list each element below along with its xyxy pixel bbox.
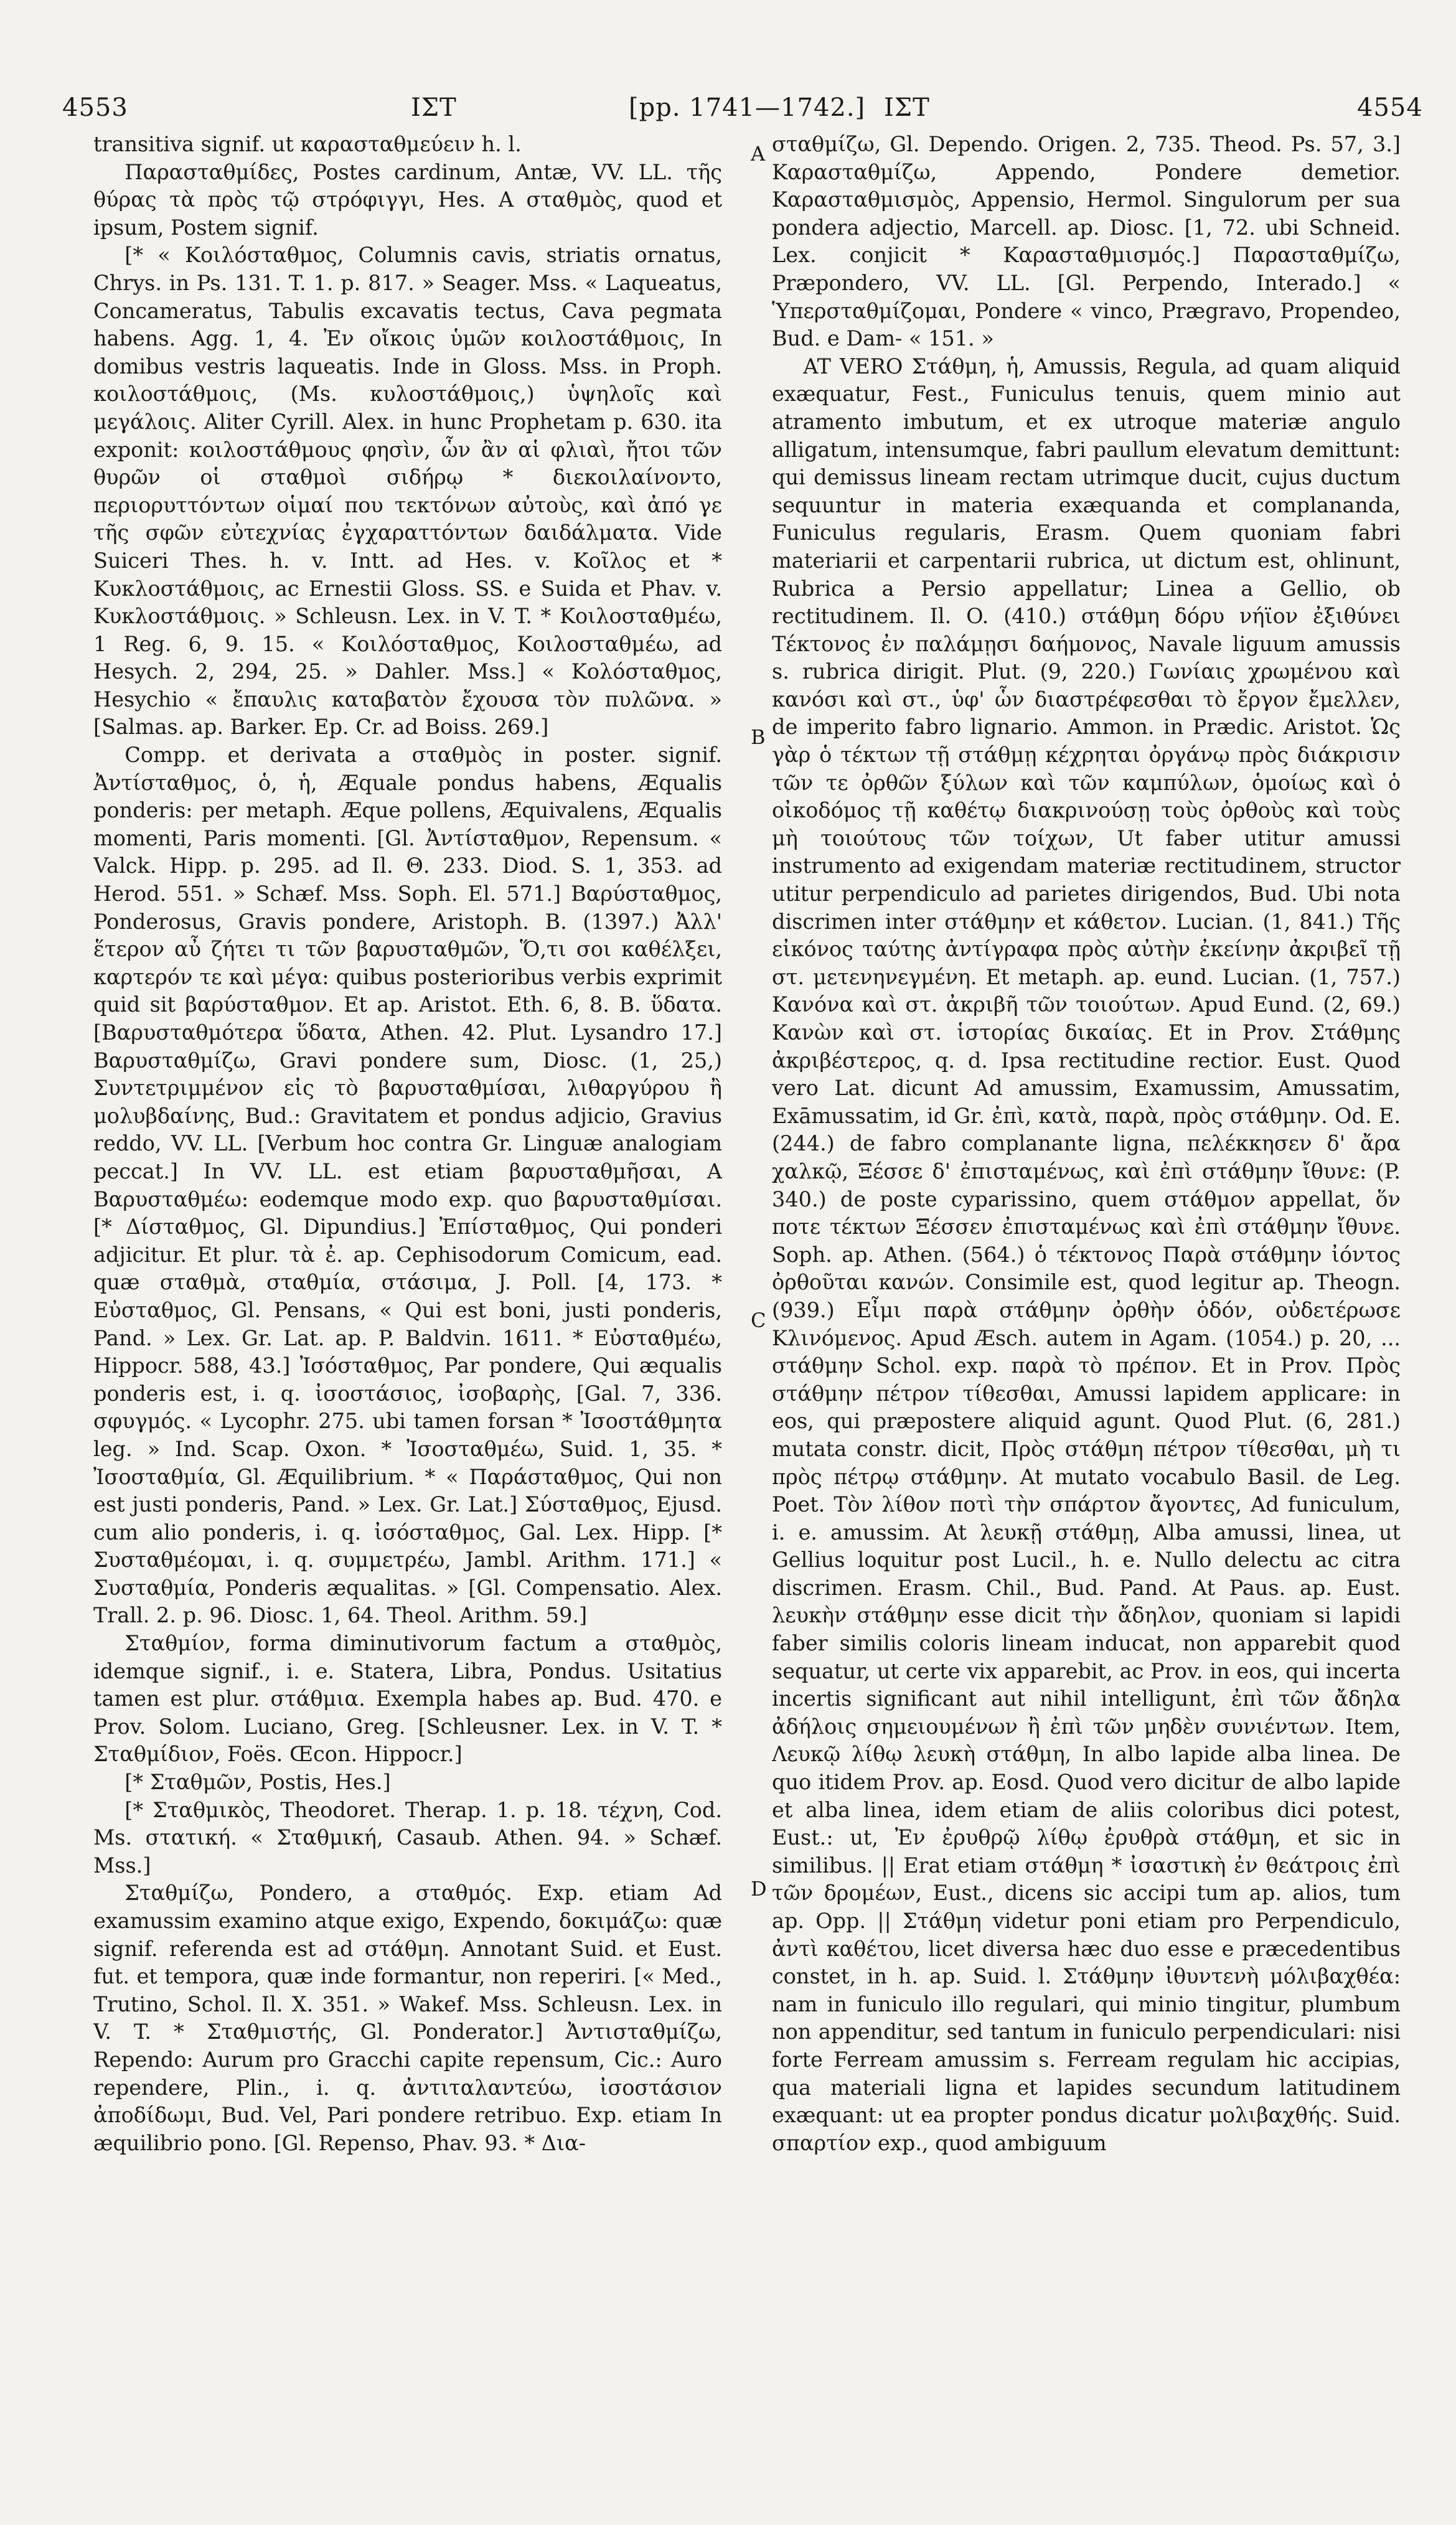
entry-paragraph: Σταθμίζω, Pondero, a σταθμός. Exp. etiam Ad examussim examino atque exigo, Expendo, δοκιμάζω: quæ signif. referenda est ad στάθμη. Annotant Suid. et Eust. fut. et tempora, quæ inde formantur, non reperiri. [« Med., Trutino, Schol. Il. X. 351. » Wakef. Mss. Schleusn. Lex. in V. T. * Σταθμιστής, Gl. Ponderator.] Ἀντισταθμίζω, Rependo: Aurum pro Gracchi capite repensum, Cic.: Auro rependere, Plin., i. q. ἀντιταλαντεύω, ἰσοστάσιον ἀποδίδωμι, Bud. Vel, Pari pondere retribuo. Exp. etiam In æquilibrio pono. [Gl. Repenso, Phav. 93. * Δια- bbox=[93, 1881, 722, 2155]
entry-paragraph: σταθμίζω, Gl. Dependo. Origen. 2, 735. Theod. Ps. 57, 3.] Καρασταθμίζω, Appendo, Pondere demetior. Καρασταθμισμὸς, Appensio, Hermol. Singulorum per sua pondera adjectio, Marcell. ap. Diosc. [1, 72. ubi Schneid. Lex. conjicit * Καρασταθμισμός.] Παρασταθμίζω, Præpondero, VV. LL. [Gl. Perpendo, Interado.] « Ὑπερσταθμίζομαι, Pondere « vinco, Prægravo, Propendeo, Bud. e Dam- « 151. » bbox=[772, 132, 1401, 351]
page-range: [pp. 1741—1742.] bbox=[629, 93, 866, 122]
page-number-right: 4554 bbox=[1357, 93, 1423, 122]
left-column bbox=[93, 131, 722, 2496]
entry-paragraph: Compp. et derivata a σταθμὸς in poster. signif. Ἀντίσταθμος, ὁ, ἡ, Æquale pondus habens, Æqualis ponderis: per metaph. Æque pollens, Æquivalens, Æqualis momenti, Paris momenti. [Gl. Ἀντίσταθμον, Repensum. « Valck. Hipp. p. 295. ad Il. Θ. 233. Diod. S. 1, 353. ad Herod. 551. » Schæf. Mss. Soph. El. 571.] Βαρύσταθμος, Ponderosus, Gravis pondere, Aristoph. B. (1397.) Ἀλλ' ἕτερον αὖ ζήτει τι τῶν βαρυσταθμῶν, Ὅ,τι σοι καθέλξει, καρτερόν τε καὶ μέγα: quibus posterioribus verbis exprimit quid sit βαρύσταθμον. Et ap. Aristot. Eth. 6, 8. B. ὕδατα. [Βαρυσταθμότερα ὕδατα, Athen. 42. Plut. Lysandro 17.] Βαρυσταθμίζω, Gravi pondere sum, Diosc. (1, 25,) Συντετριμμένον εἰς τὸ βαρυσταθμίσαι, λιθαργύρου ἢ μολυβδαίνης, Bud.: Gravitatem et pondus adjicio, Gravius reddo, VV. LL. [Verbum hoc contra Gr. Linguæ analogiam peccat.] In VV. LL. est etiam βαρυσταθμῆσαι, A Βαρυσταθμέω: eodemque modo exp. quo βαρυσταθμίσαι. [* Δίσταθμος, Gl. Dipundius.] Ἐπίσταθμος, Qui ponderi adjicitur. Et plur. τὰ ἐ. ap. Cephisodorum Comicum, ead. quæ σταθμὰ, σταθμία, στάσιμα, J. Poll. [4, 173. * Εὐσταθμος, Gl. Pensans, « Qui est boni, justi ponderis, Pand. » Lex. Gr. Lat. ap. P. Baldvin. 1611. * Εὐσταθμέω, Hippocr. 588, 43.] Ἰσόσταθμος, Par pondere, Qui æqualis ponderis est, i. q. ἰσοστάσιος, ἰσοβαρὴς, [Gal. 7, 336. σφυγμός. « Lycophr. 275. ubi tamen forsan * Ἰσοστάθμητα leg. » Ind. Scap. Oxon. * Ἰσοσταθμέω, Suid. 1, 35. * Ἰσοσταθμία, Gl. Æquilibrium. * « Παράσταθμος, Qui non est justi ponderis, Pand. » Lex. Gr. Lat.] Σύσταθμος, Ejusd. cum alio ponderis, i. q. ἰσόσταθμος, Gal. Lex. Hipp. [* Συσταθμέομαι, i. q. συμμετρέω, Jambl. Arithm. 171.] « Συσταθμία, Ponderis æqualitas. » [Gl. Compensatio. Alex. Trall. 2. p. 96. Diosc. 1, 64. Theol. Arithm. 59.] bbox=[93, 743, 722, 1628]
section-marker-c: C bbox=[751, 1309, 766, 1332]
running-head-right: ΙΣΤ bbox=[884, 93, 930, 122]
entry-paragraph: AT VERO Στάθμη, ἡ, Amussis, Regula, ad quam aliquid exæquatur, Fest., Funiculus tenuis, quem minio aut atramento imbutum, et ex utroque materiæ angulo alligatum, intensumque, fabri paullum elevatum demittunt: qui demissus lineam rectam utrimque ducit, cujus ductum sequuntur in materia exæquanda et complananda, Funiculus regularis, Erasm. Quem quoniam fabri materiarii et carpentarii rubrica, ut dictum est, ohlinunt, Rubrica a Persio appellatur; Linea a Gellio, ob rectitudinem. Il. O. (410.) στάθμη δόρυ νήϊον ἐξιθύνει Τέκτονος ἐν παλάμῃσι δαήμονος, Navale liguum amussis s. rubrica dirigit. Plut. (9, 220.) Γωνίαις χρωμένου καὶ κανόσι καὶ στ., ὑφ' ὧν διαστρέφεσθαι τὸ ἔργον ἔμελλεν, de imperito fabro lignario. Ammon. in Prædic. Aristot. Ὡς γὰρ ὁ τέκτων τῇ στάθμῃ κέχρηται ὀργάνῳ πρὸς διάκρισιν τῶν τε ὀρθῶν ξύλων καὶ τῶν καμπύλων, ὁμοίως καὶ ὁ οἰκοδόμος τῇ καθέτῳ διακρινούσῃ τοὺς ὀρθοὺς καὶ τοὺς μὴ τοιούτους τῶν τοίχων, Ut faber utitur amussi instrumento ad exigendam materiæ rectitudinem, structor utitur perpendiculo ad parietes dirigendos, Bud. Ubi nota discrimen inter στάθμην et κάθετον. Lucian. (1, 841.) Τῆς εἰκόνος ταύτης ἀντίγραφα πρὸς αὐτὴν ἐκείνην ἀκριβεῖ τῇ στ. μετενηνεγμένη. Et metaph. ap. eund. Lucian. (1, 757.) Κανόνα καὶ στ. ἀκριβῆ τῶν τοιούτων. Apud Eund. (2, 69.) Κανὼν καὶ στ. ἱστορίας δικαίας. Et in Prov. Στάθμης ἀκριβέστερος, q. d. Ipsa rectitudine rectior. Eust. Quod vero Lat. dicunt Ad amussim, Examussim, Amussatim, Exāmussatim, id Gr. ἐπὶ, κατὰ, παρὰ, πρὸς στάθμην. Od. E. (244.) de fabro complanante ligna, πελέκκησεν δ' ἄρα χαλκῷ, Ξέσσε δ' ἐπισταμένως, καὶ ἐπὶ στάθμην ἴθυνε: (P. 340.) de poste cyparissino, quem στάθμον appellat, ὅν ποτε τέκτων Ξέσσεν ἐπισταμένως καὶ ἐπὶ στάθμην ἴθυνε. Soph. ap. Athen. (564.) ὁ τέκτονος Παρὰ στάθμην ἰόντος ὀρθοῦται κανών. Consimile est, quod legitur ap. Theogn. (939.) Εἶμι παρὰ στάθμην ὀρθὴν ὁδόν, οὐδετέρωσε Κλινόμενος. Apud Æsch. autem in Agam. (1054.) p. 20, ... στάθμην Schol. exp. παρὰ τὸ πρέπον. Et in Prov. Πρὸς στάθμην πέτρον τίθεσθαι, Amussi lapidem applicare: in eos, qui præpostere aliquid agunt. Quod Plut. (6, 281.) mutata constr. dicit, Πρὸς στάθμη πέτρον τίθεσθαι, μὴ τι πρὸς πέτρῳ στάθμην. At mutato vocabulo Basil. de Leg. Poet. Τὸν λίθον ποτὶ τὴν σπάρτον ἄγοντες, Ad funiculum, i. e. amussim. At λευκῇ στάθμῃ, Alba amussi, linea, ut Gellius loquitur post Lucil., h. e. Nullo delectu ac citra discrimen. Erasm. Chil., Bud. Pand. At Paus. ap. Eust. λευκὴν στάθμην esse dicit τὴν ἄδηλον, quoniam si lapidi faber similis coloris lineam inducat, non apparebit quod sequatur, ut certe vix apparebit, ac Prov. in eos, qui incerta incertis significant aut nihil intelligunt, ἐπὶ τῶν ἄδηλα ἀδήλοις σημειουμένων ἢ ἐπὶ τῶν μηδὲν συνιέντων. Item, Λευκῷ λίθῳ λευκὴ στάθμη, In albo lapide alba linea. De quo itidem Prov. ap. Eosd. Quod vero dicitur de albo lapide et alba linea, idem etiam de aliis coloribus dici potest, Eust.: ut, Ἐν ἐρυθρῷ λίθῳ ἐρυθρὰ στάθμη, et sic in similibus. || Erat etiam στάθμη * ἰσαστικὴ ἐν θεάτροις ἐπὶ τῶν δρομέων, Eust., dicens sic accipi tum ap. alios, tum ap. Opp. || Στάθμη videtur poni etiam pro Perpendiculo, ἀντὶ καθέτου, licet diversa hæc duo esse e præcedentibus constet, in h. ap. Suid. l. Στάθμην ἰθυντενὴ μόλιβαχθέα: nam in funiculo illo regulari, qui minio tingitur, plumbum non appenditur, sed tantum in funiculo perpendiculari: nisi forte Ferream amussim s. Ferream regulam hic accipias, qua materiali ligna et lapides secundum latitudinem exæquant: ut ea propter pondus dicatur μολιβαχθής. Suid. σπαρτίον exp., quod ambiguum bbox=[772, 354, 1401, 2155]
entry-paragraph: [* Σταθμικὸς, Theodoret. Therap. 1. p. 18. τέχνη, Cod. Ms. στατική. « Σταθμική, Casaub. Athen. 94. » Schæf. Mss.] bbox=[93, 1797, 722, 1878]
entry-paragraph: Σταθμίον, forma diminutivorum factum a σταθμὸς, idemque signif., i. e. Statera, Libra, Pondus. Usitatius tamen est plur. στάθμια. Exempla habes ap. Bud. 470. e Prov. Solom. Luciano, Greg. [Schleusner. Lex. in V. T. * Σταθμίδιον, Foës. Œcon. Hippocr.] bbox=[93, 1631, 722, 1767]
right-column bbox=[772, 131, 1401, 2496]
entry-paragraph: [* « Κοιλόσταθμος, Columnis cavis, striatis ornatus, Chrys. in Ps. 131. T. 1. p. 817. » Seager. Mss. « Laqueatus, Concameratus, Tabulis excavatis tectus, Cava pegmata habens. Agg. 1, 4. Ἐν οἴκοις ὑμῶν κοιλοστάθμοις, In domibus vestris laqueatis. Inde in Gloss. Mss. in Proph. κοιλοστάθμοις, (Ms. κυλοστάθμοις,) ὑψηλοῖς καὶ μεγάλοις. Aliter Cyrill. Alex. in hunc Prophetam p. 630. ita exponit: κοιλοστάθμους φησὶν, ὧν ἂν αἱ φλιαὶ, ἤτοι τῶν θυρῶν οἱ σταθμοὶ σιδήρῳ * διεκοιλαίνοντο, περιορυττόντων οἱμαί που τεκτόνων αὐτοὺς, καὶ ἀπό γε τῆς σφῶν εὐτεχνίας ἐγχαραττόντων δαιδάλματα. Vide Suiceri Thes. h. v. Intt. ad Hes. v. Κοῖλος et * Κυκλοστάθμοις, ac Ernestii Gloss. SS. e Suida et Phav. v. Κυκλοστάθμοις. » Schleusn. Lex. in V. T. * Κοιλοσταθμέω, 1 Reg. 6, 9. 15. « Κοιλόσταθμος, Κοιλοσταθμέω, ad Hesych. 2, 294, 25. » Dahler. Mss.] « Κολόσταθμος, Hesychio « ἔπαυλις καταβατὸν ἔχουσα τὸν πυλῶνα. » [Salmas. ap. Barker. Ep. Cr. ad Boiss. 269.] bbox=[93, 243, 722, 740]
section-marker-a: A bbox=[751, 142, 766, 166]
section-marker-d: D bbox=[751, 1877, 767, 1901]
entry-paragraph: [* Σταθμῶν, Postis, Hes.] bbox=[124, 1770, 391, 1795]
section-marker-b: B bbox=[751, 725, 766, 749]
running-head-left: ΙΣΤ bbox=[411, 93, 457, 122]
page-number-left: 4553 bbox=[62, 93, 128, 122]
entry-paragraph: transitiva signif. ut καρασταθμεύειν h. l. bbox=[93, 132, 522, 156]
entry-paragraph: Παρασταθμίδες, Postes cardinum, Antæ, VV. LL. τῆς θύρας τὰ πρὸς τῷ στρόφιγγι, Hes. A σταθμὸς, quod et ipsum, Postem signif. bbox=[93, 159, 722, 240]
